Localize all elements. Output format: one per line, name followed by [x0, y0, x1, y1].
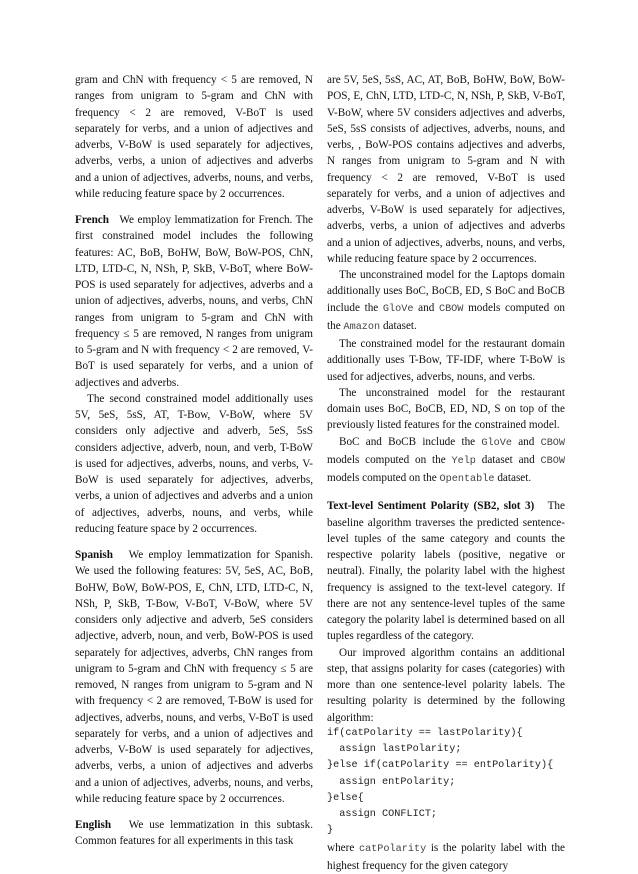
glove-term: GloVe: [383, 304, 414, 315]
french-section: [75, 212, 313, 391]
amazon-term: Amazon: [343, 322, 380, 333]
sb2-section: [327, 498, 565, 644]
code-line: }else if(catPolarity == entPolarity){: [327, 760, 553, 771]
left-column: [75, 72, 313, 850]
code-line: }: [327, 825, 333, 836]
intro-paragraph: gram and ChN with frequency < 5 are removed, N ranges from unigram to 5-gram and ChN with frequency < 2 are removed, V-BoT is used separately for verbs, and a union of adjectives and adverbs, V-BoW is used separately for adjectives, adverbs, verbs, a union of adjectives and adverbs and a union of adjectives, adverbs, nouns, and verbs, while reducing feature space by 2 occurrences.: [75, 72, 313, 202]
restaurant-unconstrained-paragraph: The unconstrained model for the restaurant domain uses BoC, BoCB, ED, ND, S on top of the previously listed features for the constrained model.: [327, 385, 565, 434]
right-column: [327, 72, 565, 874]
cbow-term: CBOW: [439, 304, 463, 315]
laptops-text-a: The unconstrained model for the Laptops domain additionally uses BoC, BoCB, ED, S BoC and BoCB include the: [327, 269, 565, 314]
code-line: }else{: [327, 793, 364, 804]
french-heading: French: [75, 214, 109, 226]
dataset-text: dataset.: [383, 320, 417, 332]
sb2-paragraph-2: Our improved algorithm contains an additional step, that assigns polarity for cases (categories) with more than one sentence-level polarity labels. The resulting polarity is determined by the following algorithm:: [327, 645, 565, 726]
restaurant-embeddings-paragraph: [327, 434, 565, 489]
french-paragraph-2: The second constrained model additionally uses 5V, 5eS, 5sS, AT, T-Bow, V-BoW, where 5V considers only adjective and adverb, 5eS, 5sS considers adjective, adverb, noun, and verb, T-BoW is used for adjectives, adverbs, nouns, and verbs, V-BoW is used separately for adjectives, adverbs, verbs, a union of adjectives and adverbs and a union of adjectives, adverbs, nouns, and verbs, while reducing feature space by 2 occurrences.: [75, 391, 313, 537]
sb2-heading: Text-level Sentiment Polarity (SB2, slot 3): [327, 500, 534, 512]
boc-text-c: models computed on the: [327, 472, 437, 484]
where-text-b: is the polarity label with the highest frequency for the given category: [327, 842, 565, 872]
dataset-text-2: dataset.: [497, 472, 531, 484]
spanish-heading: Spanish: [75, 549, 113, 561]
and-text: and: [418, 302, 434, 314]
code-line: assign lastPolarity;: [327, 744, 462, 755]
boc-text-a: BoC and BoCB include the: [339, 436, 475, 448]
glove-term-2: GloVe: [481, 438, 512, 449]
english-features-paragraph: are 5V, 5eS, 5sS, AC, AT, BoB, BoHW, BoW, BoW-POS, E, ChN, LTD, LTD-C, N, NSh, P, SkB, V-BoT, V-BoW, where 5V considers adjectives and adverbs, 5eS, 5sS consists of adjectives, adverbs, nouns, and verbs, , BoW-POS contains adjectives and adverbs, N ranges from unigram to 5-gram and N with frequency < 2 are removed, V-BoT is used separately for verbs, and a union of adjectives and adverbs, V-BoW is used separately for adjectives, adverbs, verbs, a union of adjectives and adverbs and a union of adjectives, adverbs, nouns, and verbs, while reducing feature space by 2 occurrences.: [327, 72, 565, 267]
code-line: assign entPolarity;: [327, 777, 455, 788]
spanish-section: [75, 547, 313, 807]
opentable-term: Opentable: [439, 474, 494, 485]
cbow-term-3: CBOW: [541, 456, 565, 467]
french-paragraph-1: We employ lemmatization for French. The first constrained model includes the following features: AC, BoB, BoHW, BoW, BoW-POS, ChN, LTD, LTD-C, N, NSh, P, SkB, V-BoT, where BoW-POS is used separately for adjectives, adverbs and a union of adjectives, adverbs, nouns, and verbs, ChN ranges from unigram to 5-gram and ChN with frequency ≤ 5 are removed, N ranges from unigram to 5-gram and N with frequency < 2 are removed, V-BoT is used separately for verbs, and a union of adjectives and adverbs.: [75, 214, 313, 389]
cbow-term-2: CBOW: [541, 438, 565, 449]
laptops-text-b: models computed on the: [327, 302, 565, 332]
dataset-and-text: dataset and: [482, 454, 535, 466]
yelp-term: Yelp: [451, 456, 475, 467]
boc-text-b: models computed on the: [327, 454, 446, 466]
english-heading: English: [75, 819, 111, 831]
english-paragraph: We use lemmatization in this subtask. Common features for all experiments in this task: [75, 819, 313, 847]
where-paragraph: [327, 840, 565, 874]
catpolarity-term: catPolarity: [359, 844, 426, 855]
laptops-unconstrained-paragraph: [327, 267, 565, 336]
and-text-2: and: [518, 436, 534, 448]
where-text-a: where: [327, 842, 354, 854]
code-line: assign CONFLICT;: [327, 809, 437, 820]
algorithm-code-block: [327, 726, 565, 840]
spanish-paragraph: We employ lemmatization for Spanish. We used the following features: 5V, 5eS, AC, BoB, BoHW, BoW, BoW-POS, E, ChN, LTD, LTD-C, N, NSh, P, SkB, T-Bow, V-BoT, V-BoW, where 5V considers only adjective and adverb, 5eS considers adjective, adverb, noun, and verb, BoW-POS is used separately for adjectives, adverbs, ChN ranges from unigram to 5-gram and ChN with frequency ≤ 5 are removed, N ranges from unigram to 5-gram and N with frequency < 2 are removed, T-BoW is used for adjectives, adverbs, nouns, and verbs, V-BoT is used separately for verbs, and a union of adjectives and adverbs, V-BoW is used separately for adjectives, adverbs, verbs, a union of adjectives and adverbs and a union of adjectives, adverbs, nouns, and verbs, while reducing feature space by 2 occurrences.: [75, 549, 313, 805]
sb2-paragraph-1: The baseline algorithm traverses the predicted sentence-level tuples of the same category and counts the respective polarity labels (positive, negative or neutral). Finally, the polarity label with the highest frequency is assigned to the text-level category. If there are not any sentence-level tuples of the same category the polarity label is determined based on all tuples regardless of the category.: [327, 500, 565, 642]
code-line: if(catPolarity == lastPolarity){: [327, 728, 523, 739]
restaurant-constrained-paragraph: The constrained model for the restaurant domain additionally uses T-Bow, TF-IDF, where T-BoW is used for adjectives, adverbs, nouns, and verbs.: [327, 336, 565, 385]
english-section: [75, 817, 313, 850]
